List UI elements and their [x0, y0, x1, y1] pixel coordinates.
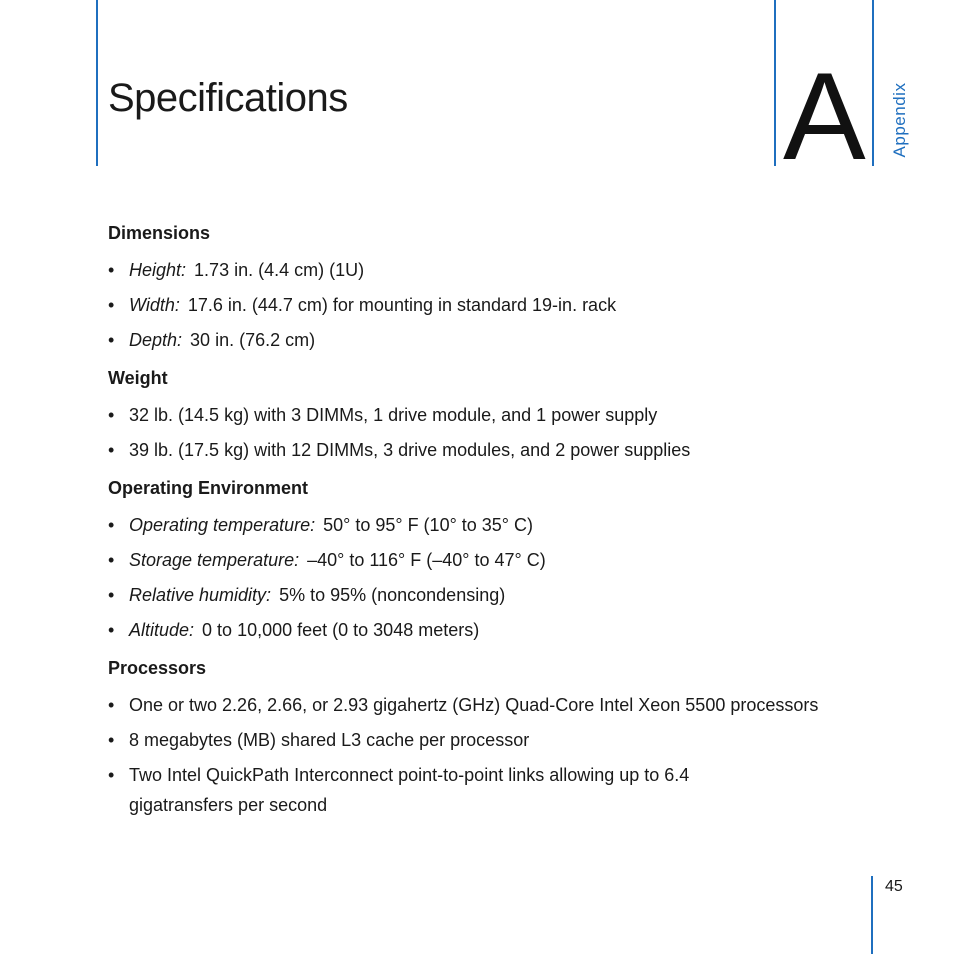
- section-heading: Dimensions: [108, 223, 211, 243]
- item-text: 1.73 in. (4.4 cm) (1U): [194, 260, 365, 280]
- item-term: Depth:: [129, 330, 183, 350]
- list-item: [108, 435, 878, 465]
- item-text: 39 lb. (17.5 kg) with 12 DIMMs, 3 drive modules, and 2 power supplies: [129, 440, 691, 460]
- section-dimensions: [108, 220, 878, 355]
- list-item: [108, 400, 878, 430]
- list-item: [108, 255, 878, 285]
- bullet-list: [108, 400, 878, 465]
- chapter-letter: A: [783, 48, 866, 186]
- section-weight: [108, 365, 878, 465]
- item-text: 30 in. (76.2 cm): [190, 330, 316, 350]
- list-item: [108, 325, 878, 355]
- section-heading: Operating Environment: [108, 478, 309, 498]
- header-rule-right: [872, 0, 874, 166]
- item-term: Altitude:: [129, 620, 195, 640]
- item-text: 50° to 95° F (10° to 35° C): [323, 515, 534, 535]
- item-term: Storage temperature:: [129, 550, 300, 570]
- item-text: 17.6 in. (44.7 cm) for mounting in standard 19-in. rack: [187, 295, 617, 315]
- page-number: 45: [885, 878, 903, 895]
- item-term: Height:: [129, 260, 187, 280]
- item-term: Relative humidity:: [129, 585, 272, 605]
- item-text: 8 megabytes (MB) shared L3 cache per processor: [129, 730, 530, 750]
- list-item: [108, 725, 878, 755]
- item-text: –40° to 116° F (–40° to 47° C): [307, 550, 546, 570]
- header-rule-left: [96, 0, 98, 166]
- list-item: [108, 545, 878, 575]
- footer-rule: [871, 876, 873, 954]
- list-item: [108, 760, 769, 820]
- header-rule-middle: [774, 0, 776, 166]
- section-heading: Processors: [108, 658, 207, 678]
- list-item: [108, 580, 878, 610]
- item-text: Two Intel QuickPath Interconnect point-to-point links allowing up to 6.4 gigatransfers per second: [129, 765, 690, 815]
- item-term: Width:: [129, 295, 180, 315]
- specifications-content: [108, 220, 878, 830]
- item-text: 32 lb. (14.5 kg) with 3 DIMMs, 1 drive module, and 1 power supply: [129, 405, 658, 425]
- bullet-list: [108, 510, 878, 645]
- page-title: Specifications: [108, 76, 348, 120]
- list-item: [108, 290, 878, 320]
- section-operating-environment: [108, 475, 878, 645]
- list-item: [108, 510, 878, 540]
- item-text: One or two 2.26, 2.66, or 2.93 gigahertz (GHz) Quad-Core Intel Xeon 5500 processors: [129, 695, 819, 715]
- item-term: Operating temperature:: [129, 515, 316, 535]
- appendix-label: Appendix: [890, 82, 909, 158]
- bullet-list: [108, 690, 878, 820]
- section-heading: Weight: [108, 368, 168, 388]
- bullet-list: [108, 255, 878, 355]
- list-item: [108, 690, 878, 720]
- item-text: 5% to 95% (noncondensing): [279, 585, 506, 605]
- list-item: [108, 615, 878, 645]
- item-text: 0 to 10,000 feet (0 to 3048 meters): [202, 620, 480, 640]
- section-processors: [108, 655, 878, 820]
